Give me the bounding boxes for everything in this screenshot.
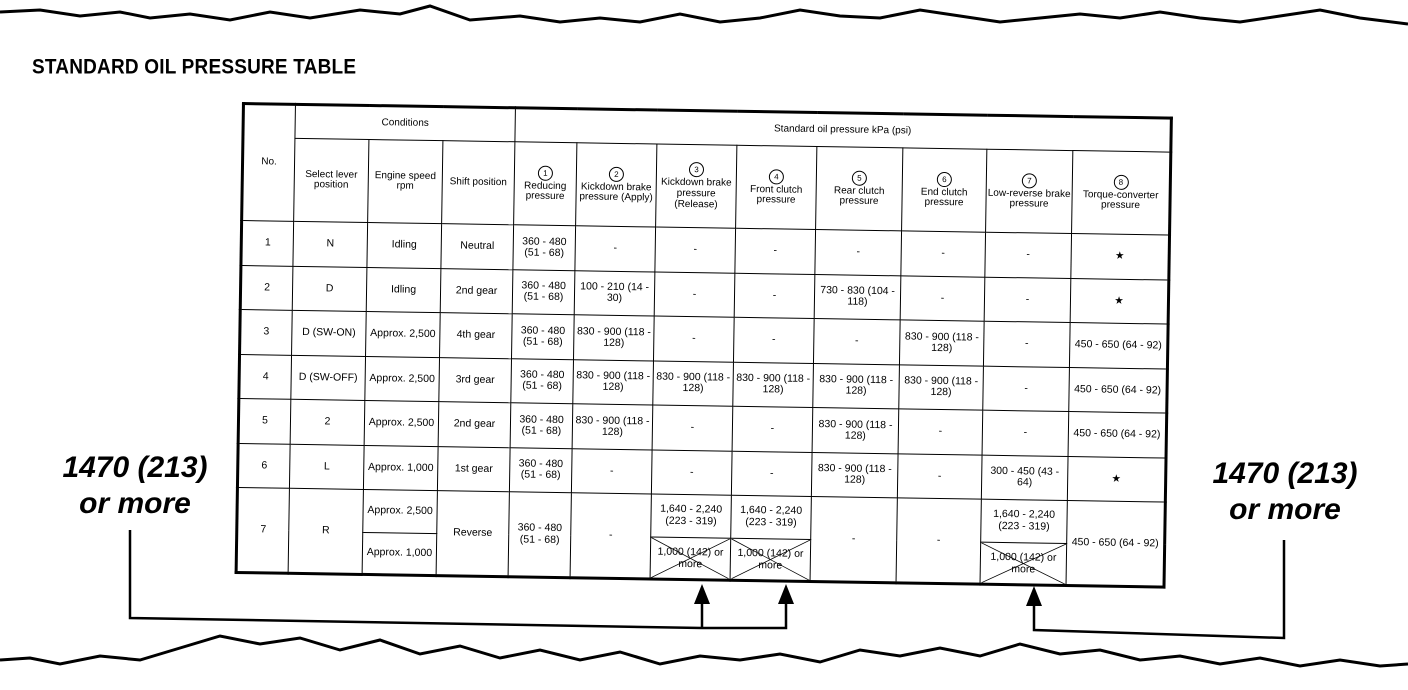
end-clutch-cell: 830 - 900 (118 - 128) bbox=[899, 365, 984, 411]
shift-position-cell: Neutral bbox=[441, 224, 514, 270]
rear-clutch-cell: - bbox=[810, 497, 897, 583]
select-lever-cell: N bbox=[293, 222, 368, 268]
reducing-pressure-cell: 360 - 480 (51 - 68) bbox=[513, 225, 576, 270]
torn-bottom-edge bbox=[0, 620, 1408, 690]
kickdown-release-cell: - bbox=[651, 450, 732, 496]
header-col-8: 8 Torque-converter pressure bbox=[1072, 151, 1171, 235]
correction-note-left: 1470 (213) or more bbox=[62, 451, 208, 520]
oil-pressure-table bbox=[235, 102, 1170, 589]
low-reverse-cell: 1,640 - 2,240 (223 - 319) bbox=[981, 499, 1068, 543]
front-clutch-cell: - bbox=[731, 451, 812, 497]
kickdown-apply-cell: 830 - 900 (118 - 128) bbox=[572, 404, 653, 450]
end-clutch-cell: - bbox=[896, 498, 981, 584]
rear-clutch-cell: 830 - 900 (118 - 128) bbox=[811, 452, 898, 498]
engine-speed-cell: Approx. 2,500 bbox=[365, 356, 440, 402]
shift-position-cell: 2nd gear bbox=[440, 268, 513, 314]
engine-speed-cell: Idling bbox=[367, 223, 442, 269]
header-col-4: 4 Front clutch pressure bbox=[736, 146, 817, 230]
circled-number: 4 bbox=[769, 169, 784, 184]
circled-number: 2 bbox=[609, 166, 624, 181]
torque-converter-cell: 450 - 650 (64 - 92) bbox=[1069, 367, 1168, 413]
torque-converter-cell: 450 - 650 (64 - 92) bbox=[1069, 323, 1168, 369]
select-lever-cell: D (SW-OFF) bbox=[291, 355, 366, 401]
header-col-6: 6 End clutch pressure bbox=[902, 148, 987, 232]
engine-speed-cell: Approx. 2,500 bbox=[363, 490, 438, 534]
header-standard-pressure: Standard oil pressure kPa (psi) bbox=[515, 108, 1172, 153]
low-reverse-cell: - bbox=[985, 232, 1072, 278]
circled-number: 8 bbox=[1113, 174, 1128, 189]
header-col-5: 5 Rear clutch pressure bbox=[816, 147, 903, 231]
kickdown-apply-cell: 830 - 900 (118 - 128) bbox=[573, 359, 654, 405]
row-number: 2 bbox=[240, 265, 293, 310]
low-reverse-cell: 300 - 450 (43 - 64) bbox=[981, 455, 1068, 501]
end-clutch-cell: - bbox=[898, 409, 983, 455]
low-reverse-crossed-cell: 1,000 (142) or more bbox=[980, 542, 1067, 586]
shift-position-cell: 1st gear bbox=[437, 446, 510, 492]
reducing-pressure-cell: 360 - 480 (51 - 68) bbox=[511, 358, 574, 403]
row-number: 3 bbox=[240, 310, 293, 355]
torque-converter-cell: 450 - 650 (64 - 92) bbox=[1066, 501, 1165, 587]
select-lever-cell: 2 bbox=[290, 399, 365, 445]
front-clutch-cell: 830 - 900 (118 - 128) bbox=[733, 362, 814, 408]
select-lever-cell: D bbox=[292, 266, 367, 312]
header-col-3: 3 Kickdown brake pressure (Release) bbox=[656, 144, 737, 228]
row-number: 7 bbox=[236, 488, 289, 574]
front-clutch-cell: - bbox=[732, 406, 813, 452]
kickdown-apply-cell: - bbox=[570, 493, 651, 579]
engine-speed-cell: Approx. 1,000 bbox=[362, 532, 437, 576]
header-conditions: Conditions bbox=[295, 104, 516, 142]
row-number: 5 bbox=[238, 399, 291, 444]
circled-number: 1 bbox=[538, 165, 553, 180]
circled-number: 6 bbox=[937, 171, 952, 186]
row-number: 4 bbox=[239, 354, 292, 399]
torque-converter-cell: ★ bbox=[1071, 234, 1170, 280]
header-col-7: 7 Low-reverse brake pressure bbox=[986, 150, 1073, 234]
engine-speed-cell: Idling bbox=[366, 267, 441, 313]
shift-position-cell: 2nd gear bbox=[438, 402, 511, 448]
shift-position-cell: 4th gear bbox=[440, 313, 513, 359]
header-col-1: 1 Reducing pressure bbox=[514, 142, 577, 226]
page-title: STANDARD OIL PRESSURE TABLE bbox=[32, 56, 357, 80]
reducing-pressure-cell: 360 - 480 (51 - 68) bbox=[512, 269, 575, 314]
kickdown-apply-cell: 830 - 900 (118 - 128) bbox=[574, 315, 655, 361]
torque-converter-cell: 450 - 650 (64 - 92) bbox=[1068, 412, 1167, 458]
kickdown-apply-cell: - bbox=[571, 448, 652, 494]
header-col-2: 2 Kickdown brake pressure (Apply) bbox=[576, 143, 657, 227]
front-clutch-cell: - bbox=[734, 273, 815, 319]
torque-converter-cell: ★ bbox=[1067, 456, 1166, 502]
header-select-lever: Select lever position bbox=[294, 139, 369, 223]
header-shift-position: Shift position bbox=[442, 141, 515, 225]
arrow-head-front bbox=[778, 584, 794, 604]
reducing-pressure-cell: 360 - 480 (51 - 68) bbox=[510, 403, 573, 448]
low-reverse-cell: - bbox=[982, 410, 1069, 456]
kickdown-release-cell: - bbox=[655, 227, 736, 273]
front-clutch-crossed-cell: 1,000 (142) or more bbox=[730, 538, 811, 582]
rear-clutch-cell: - bbox=[815, 230, 902, 276]
end-clutch-cell: 830 - 900 (118 - 128) bbox=[899, 320, 984, 366]
circled-number: 7 bbox=[1022, 173, 1037, 188]
kickdown-apply-cell: 100 - 210 (14 - 30) bbox=[574, 270, 655, 316]
reducing-pressure-cell: 360 - 480 (51 - 68) bbox=[509, 447, 572, 492]
header-engine-speed: Engine speed rpm bbox=[368, 140, 443, 224]
row-number: 1 bbox=[241, 221, 294, 266]
end-clutch-cell: - bbox=[897, 453, 982, 499]
low-reverse-cell: - bbox=[984, 277, 1071, 323]
rear-clutch-cell: - bbox=[813, 319, 900, 365]
front-clutch-cell: - bbox=[735, 229, 816, 275]
kickdown-release-cell: - bbox=[652, 405, 733, 451]
front-clutch-cell: 1,640 - 2,240 (223 - 319) bbox=[731, 495, 812, 539]
rear-clutch-cell: 830 - 900 (118 - 128) bbox=[812, 408, 899, 454]
end-clutch-cell: - bbox=[901, 231, 986, 277]
engine-speed-cell: Approx. 2,500 bbox=[364, 401, 439, 447]
low-reverse-cell: - bbox=[983, 366, 1070, 412]
circled-number: 5 bbox=[852, 170, 867, 185]
reducing-pressure-cell: 360 - 480 (51 - 68) bbox=[508, 492, 571, 578]
engine-speed-cell: Approx. 1,000 bbox=[363, 445, 438, 491]
circled-number: 3 bbox=[689, 162, 704, 177]
front-clutch-cell: - bbox=[733, 317, 814, 363]
select-lever-cell: L bbox=[289, 444, 364, 490]
low-reverse-cell: - bbox=[983, 321, 1070, 367]
kickdown-apply-cell: - bbox=[575, 226, 656, 272]
kickdown-release-cell: 830 - 900 (118 - 128) bbox=[653, 361, 734, 407]
shift-position-cell: Reverse bbox=[436, 491, 509, 577]
kickdown-release-crossed-cell: 1,000 (142) or more bbox=[650, 537, 731, 581]
select-lever-cell: R bbox=[288, 488, 363, 574]
reducing-pressure-cell: 360 - 480 (51 - 68) bbox=[512, 314, 575, 359]
correction-note-right: 1470 (213) or more bbox=[1212, 457, 1358, 526]
rear-clutch-cell: 730 - 830 (104 - 118) bbox=[814, 274, 901, 320]
select-lever-cell: D (SW-ON) bbox=[292, 311, 367, 357]
engine-speed-cell: Approx. 2,500 bbox=[366, 312, 441, 358]
kickdown-release-cell: - bbox=[654, 272, 735, 318]
kickdown-release-cell: - bbox=[654, 316, 735, 362]
torn-top-edge bbox=[0, 0, 1408, 50]
arrow-head-kickdown bbox=[694, 584, 710, 604]
rear-clutch-cell: 830 - 900 (118 - 128) bbox=[813, 363, 900, 409]
shift-position-cell: 3rd gear bbox=[439, 357, 512, 403]
row-number: 6 bbox=[237, 443, 290, 488]
arrow-head-low-reverse bbox=[1026, 586, 1042, 606]
torque-converter-cell: ★ bbox=[1070, 278, 1169, 324]
header-no: No. bbox=[242, 104, 296, 222]
kickdown-release-cell: 1,640 - 2,240 (223 - 319) bbox=[651, 494, 732, 538]
end-clutch-cell: - bbox=[900, 276, 985, 322]
